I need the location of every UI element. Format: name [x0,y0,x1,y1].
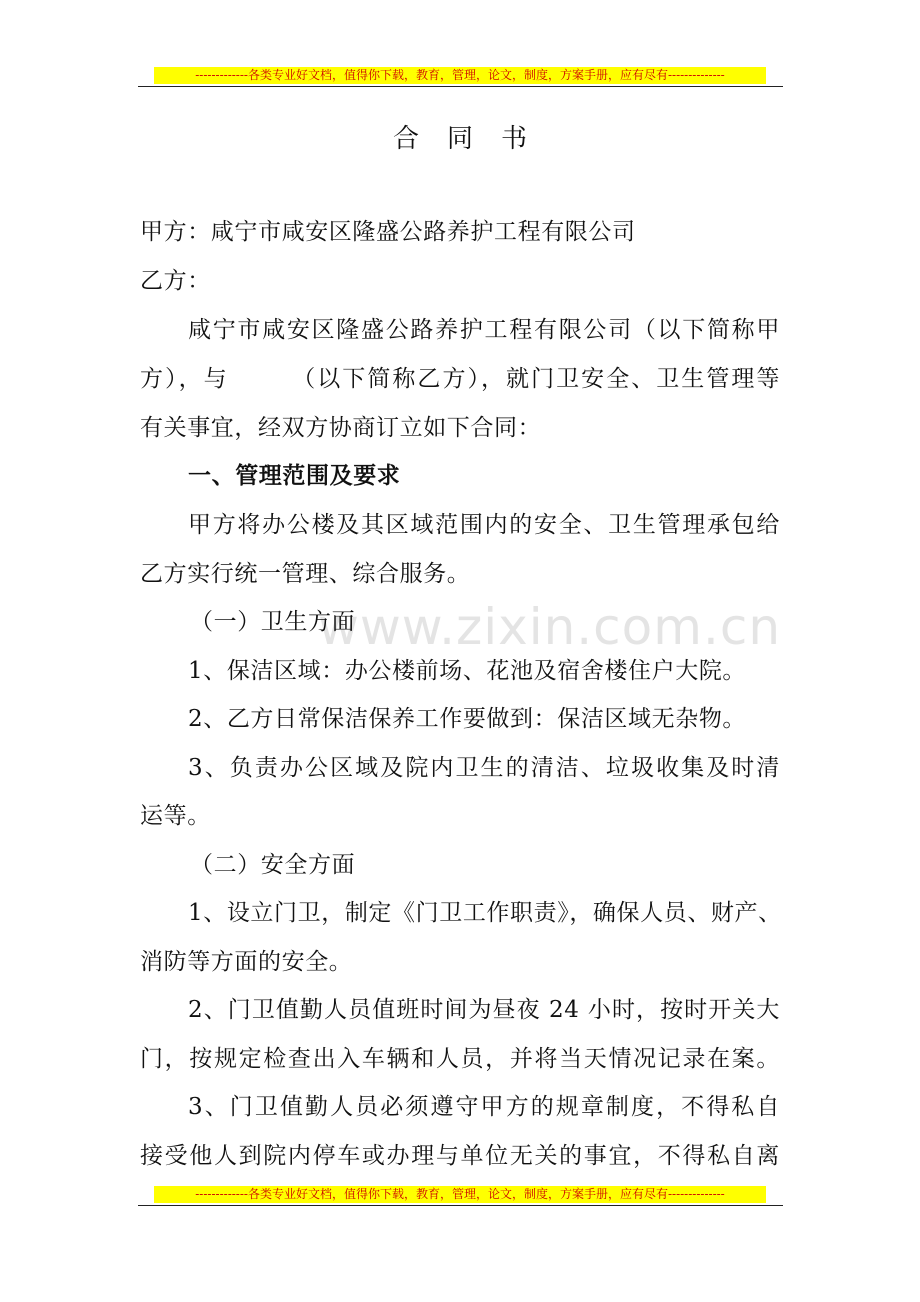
list-item: 3、负责办公区域及院内卫生的清洁、垃圾收集及时清 [188,755,780,781]
list-item-continuation: 门，按规定检查出入车辆和人员，并将当天情况记录在案。 [140,1046,780,1072]
title-char: 同 [446,124,473,154]
list-item: 2、乙方日常保洁保养工作要做到：保洁区域无杂物。 [188,706,747,732]
title-char: 书 [501,124,528,154]
subsection-heading: （一）卫生方面 [190,609,356,635]
title-char: 合 [392,124,419,154]
party-b-line: 乙方： [140,268,211,294]
subsection-heading: （二）安全方面 [190,852,356,878]
intro-line: 有关事宜，经双方协商订立如下合同： [140,415,542,441]
header-rule [138,86,783,87]
list-item: 1、保洁区域：办公楼前场、花池及宿舍楼住户大院。 [188,658,747,684]
section-heading: 一、管理范围及要求 [188,463,401,489]
list-item-continuation: 消防等方面的安全。 [140,949,353,975]
list-item: 1、设立门卫，制定《门卫工作职责》，确保人员、财产、 [188,900,782,926]
header-banner: -------------各类专业好文档，值得你下载，教育，管理，论文，制度，方案手册，应有尽有-------------- [154,67,766,84]
footer-banner: -------------各类专业好文档，值得你下载，教育，管理，论文，制度，方案手册，应有尽有-------------- [154,1186,766,1203]
list-item-continuation: 接受他人到院内停车或办理与单位无关的事宜，不得私自离 [140,1143,780,1169]
list-item-continuation: 运等。 [140,803,211,829]
document-title [0,118,920,155]
intro-line: 咸宁市咸安区隆盛公路养护工程有限公司（以下简称甲 [188,317,780,343]
list-item: 3、门卫值勤人员必须遵守甲方的规章制度，不得私自 [188,1094,780,1120]
section-paragraph-line: 乙方实行统一管理、综合服务。 [140,561,471,587]
footer-rule [138,1205,783,1206]
intro-line: 方），与 （以下简称乙方），就门卫安全、卫生管理等 [140,366,780,392]
section-paragraph-line: 甲方将办公楼及其区域范围内的安全、卫生管理承包给 [188,512,780,538]
list-item: 2、门卫值勤人员值班时间为昼夜 24 小时，按时开关大 [188,997,780,1023]
watermark: www.zixin.com.cn [318,598,782,656]
party-a-line: 甲方：咸宁市咸安区隆盛公路养护工程有限公司 [140,219,636,245]
